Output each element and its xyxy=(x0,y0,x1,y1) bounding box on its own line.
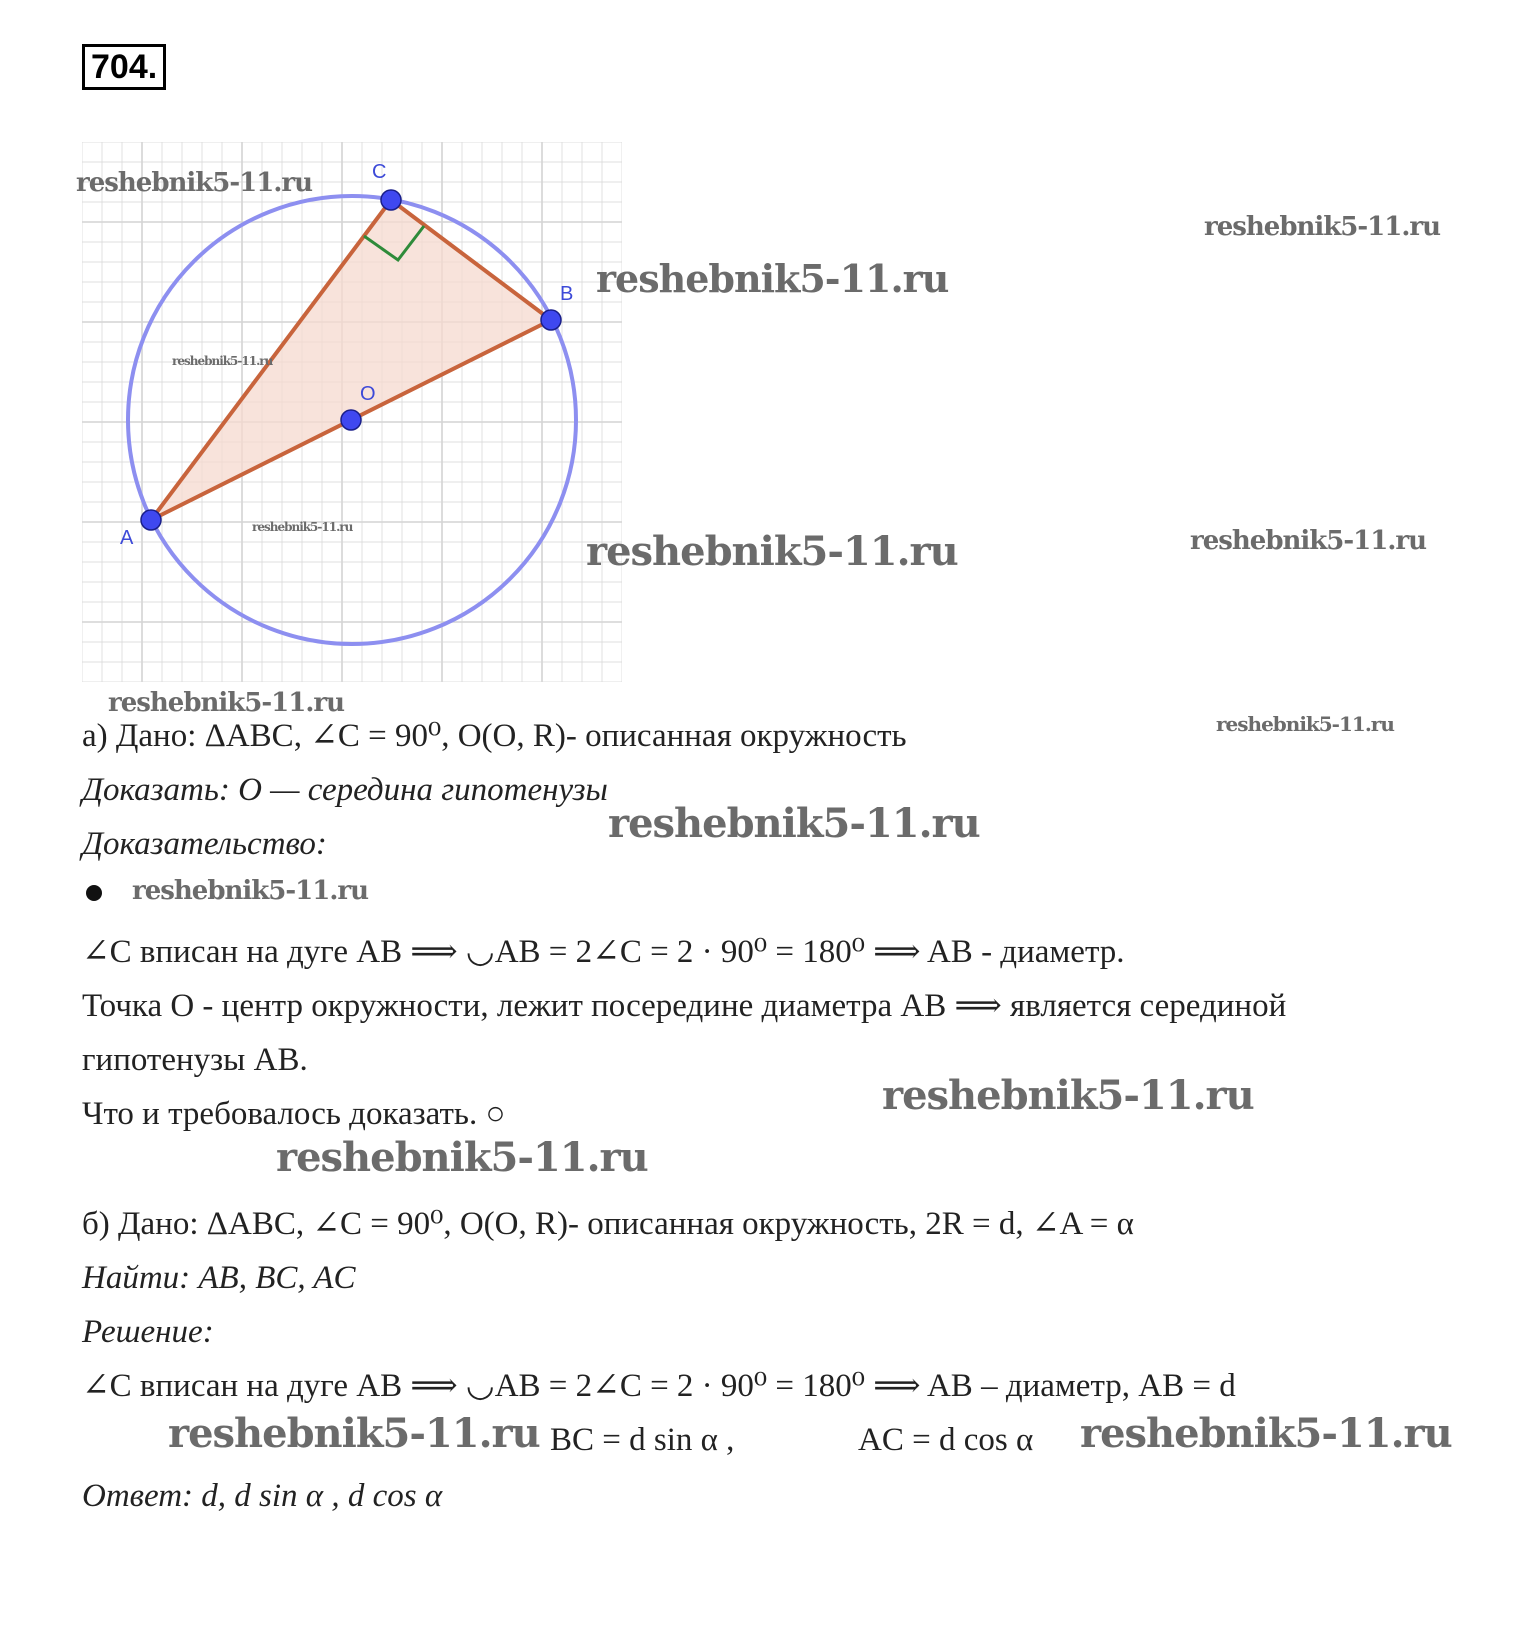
part-a-given: а) Дано: ΔABC, ∠C = 90⁰, O(O, R)- описанная окружность xyxy=(82,718,907,754)
label-a: A xyxy=(120,527,134,549)
watermark: reshebnik5-11.ru xyxy=(608,800,980,847)
watermark: reshebnik5-11.ru xyxy=(586,528,958,575)
bullet-dot xyxy=(86,885,102,901)
point-a xyxy=(141,510,161,530)
watermark: reshebnik5-11.ru xyxy=(882,1072,1254,1119)
label-b: B xyxy=(560,283,574,305)
part-b-step1: ∠C вписан на дуге AB ⟹ ◡AB = 2∠C = 2 · 90⁰ = 180⁰ ⟹ AB – диаметр, AB = d xyxy=(82,1368,1236,1404)
part-b-ac-formula: AC = d cos α xyxy=(858,1422,1034,1458)
part-b-find: Найти: AB, BC, AC xyxy=(82,1260,356,1296)
point-o xyxy=(341,410,361,430)
watermark: reshebnik5-11.ru xyxy=(252,520,353,534)
watermark: reshebnik5-11.ru xyxy=(168,1410,540,1457)
point-b xyxy=(541,310,561,330)
part-a-step2: Точка O - центр окружности, лежит посередине диаметра AB ⟹ является серединой xyxy=(82,988,1287,1024)
watermark: reshebnik5-11.ru xyxy=(76,168,313,198)
watermark: reshebnik5-11.ru xyxy=(276,1134,648,1181)
part-a-prove: Доказать: O — середина гипотенузы xyxy=(82,772,608,808)
watermark: reshebnik5-11.ru xyxy=(132,876,369,906)
problem-number: 704. xyxy=(82,44,166,90)
part-b-answer: Ответ: d, d sin α , d cos α xyxy=(82,1478,443,1514)
watermark: reshebnik5-11.ru xyxy=(596,256,949,301)
part-b-solution-heading: Решение: xyxy=(82,1314,214,1350)
part-a-step1: ∠C вписан на дуге AB ⟹ ◡AB = 2∠C = 2 · 90⁰ = 180⁰ ⟹ AB - диаметр. xyxy=(82,934,1125,970)
part-a-proof-heading: Доказательство: xyxy=(82,826,327,862)
watermark: reshebnik5-11.ru xyxy=(1216,712,1394,736)
watermark: reshebnik5-11.ru xyxy=(172,354,273,368)
part-b-bc-formula: BC = d sin α , xyxy=(550,1422,735,1458)
watermark: reshebnik5-11.ru xyxy=(108,688,345,718)
watermark: reshebnik5-11.ru xyxy=(1204,212,1441,242)
part-a-conclusion: Что и требовалось доказать. ○ xyxy=(82,1096,506,1132)
part-a-step3: гипотенузы AB. xyxy=(82,1042,308,1078)
watermark: reshebnik5-11.ru xyxy=(1190,526,1427,556)
point-c xyxy=(381,190,401,210)
label-o: O xyxy=(360,383,376,405)
label-c: C xyxy=(372,161,387,183)
geometry-figure xyxy=(82,142,622,682)
watermark: reshebnik5-11.ru xyxy=(1080,1410,1452,1457)
part-b-given: б) Дано: ΔABC, ∠C = 90⁰, O(O, R)- описанная окружность, 2R = d, ∠A = α xyxy=(82,1206,1134,1242)
